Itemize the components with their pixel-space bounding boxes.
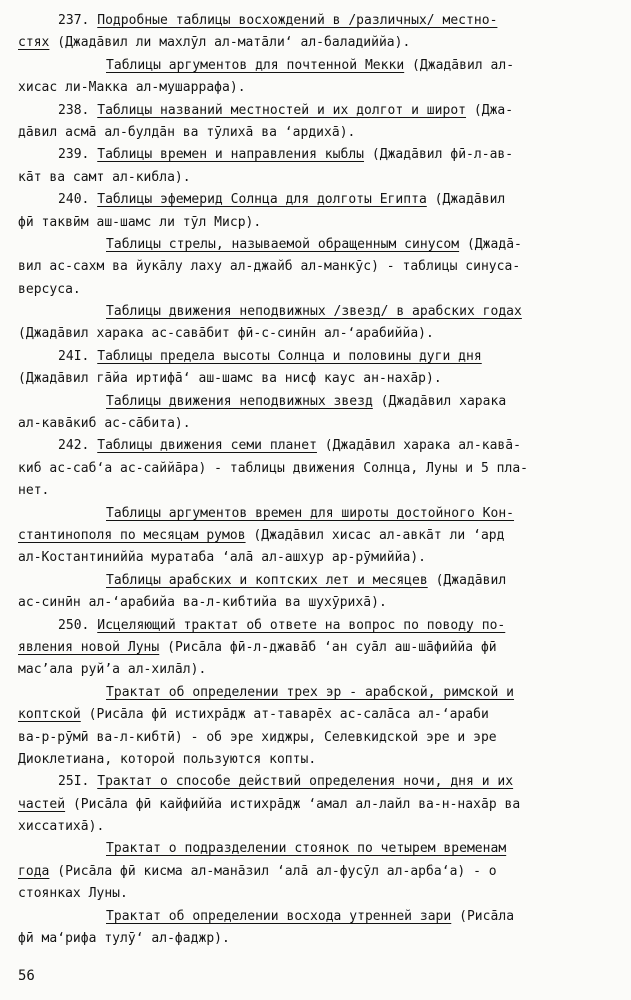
line-text: (Риса̄ла фӣ кайфиййа истихра̄дж ‘амал ал-лайл ва-н-наха̄р ва (65, 796, 521, 812)
line-text: фӣ таквӣм аш-шамс ли тӯл Миср). (18, 214, 262, 230)
text-line (18, 771, 614, 793)
underlined-title: Трактат о подразделении стоянок по четырем временам (106, 841, 507, 857)
text-line (18, 301, 614, 323)
text-line (18, 346, 614, 368)
entry-number: 24I. (58, 348, 98, 364)
underlined-title: частей (18, 796, 66, 812)
entry-number: 25I. (58, 774, 98, 790)
underlined-title: Трактат о способе действий определения ночи, дня и их (97, 774, 514, 790)
text-line (18, 570, 614, 592)
text-line (18, 928, 614, 950)
text-line (18, 458, 614, 480)
text-line (18, 547, 614, 569)
text-line (18, 592, 614, 614)
underlined-title: явления новой Луны (18, 639, 160, 655)
line-text: стоянках Луны. (18, 886, 128, 902)
line-text: мас’ала руй’а ал-хила̄л). (18, 662, 207, 678)
text-line (18, 906, 614, 928)
text-line (18, 77, 614, 99)
line-text: ал-кава̄киб ас-са̄бита). (18, 416, 191, 432)
underlined-title: Таблицы движения семи планет (97, 438, 317, 454)
line-text: хисас ли-Макка ал-мушаррафа). (18, 80, 246, 96)
underlined-title: стях (18, 35, 50, 51)
page-body (18, 10, 614, 950)
line-text: (Джада̄вил (427, 572, 507, 588)
line-text: (Джада̄вил харака (372, 393, 507, 409)
text-line (18, 525, 614, 547)
text-line (18, 727, 614, 749)
text-line (18, 167, 614, 189)
text-line (18, 615, 614, 637)
line-text: (Джада̄вил (426, 192, 506, 208)
line-text: (Джада̄вил га̄йа иртифа̄‘ аш-шамс ва нисф каус ан-наха̄р). (18, 371, 442, 387)
text-line (18, 212, 614, 234)
text-line (18, 435, 614, 457)
underlined-title: Исцеляющий трактат об ответе на вопрос по поводу по- (97, 617, 506, 633)
line-text: (Джада̄вил харака ас-сава̄бит фӣ-с-синӣн ал-‘арабиййа). (18, 326, 434, 342)
page-number: 56 (18, 968, 35, 984)
text-line (18, 234, 614, 256)
underlined-title: Таблицы стрелы, называемой обращенным синусом (106, 236, 460, 252)
text-line (18, 256, 614, 278)
line-text: (Джада̄вил ал- (404, 57, 515, 73)
text-line (18, 838, 614, 860)
line-text: вил ас-сахм ва йука̄лу лаху ал-джайб ал-манкӯс) - таблицы синуса- (18, 259, 521, 275)
line-text: версуса. (18, 281, 81, 297)
text-line (18, 637, 614, 659)
text-line (18, 883, 614, 905)
line-text: (Джада̄- (459, 236, 522, 252)
line-text: киб ас-саб‘а ас-саййа̄ра) - таблицы движения Солнца, Луны и 5 пла- (18, 460, 529, 476)
text-line (18, 323, 614, 345)
underlined-title: стантинополя по месяцам румов (18, 527, 246, 543)
line-text: (Риса̄ла фӣ истихра̄дж ат-таваре̄х ас-сала̄са ал-‘араби (80, 707, 489, 723)
underlined-title: Таблицы времен и направления кыблы (97, 147, 365, 163)
line-text: ка̄т ва самт ал-кибла). (18, 169, 191, 185)
line-text: (Джада̄вил хисас ал-авка̄т ли ‘ард (245, 527, 505, 543)
text-line (18, 861, 614, 883)
line-text: (Джада̄вил харака ал-кава̄- (316, 438, 521, 454)
underlined-title: Таблицы предела высоты Солнца и половины дуги дня (97, 348, 482, 364)
text-line (18, 122, 614, 144)
text-line (18, 659, 614, 681)
entry-number: 250. (58, 617, 98, 633)
text-line (18, 704, 614, 726)
underlined-title: Таблицы арабских и коптских лет и месяцев (106, 572, 428, 588)
text-line (18, 55, 614, 77)
line-text: фӣ ма‘рифа тулӯ‘ ал-фаджр). (18, 931, 230, 947)
underlined-title: Таблицы названий местностей и их долгот и широт (97, 102, 467, 118)
underlined-title: Таблицы движения неподвижных звезд (106, 393, 373, 409)
underlined-title: коптской (18, 707, 81, 723)
line-text: ва-р-рӯмӣ ва-л-кибтӣ) - об эре хиджры, Селевкидской эре и эре (18, 729, 497, 745)
text-line (18, 503, 614, 525)
entry-number: 242. (58, 438, 98, 454)
line-text: ал-Костантиниййа муратаба ‘ала̄ ал-ашхур ар-рӯмиййа). (18, 550, 427, 566)
entry-number: 237. (58, 13, 98, 28)
underlined-title: Трактат об определении трех эр - арабской, римской и (106, 684, 515, 700)
text-line (18, 413, 614, 435)
line-text: (Джада̄вил фӣ-л-ав- (364, 147, 514, 163)
text-line (18, 144, 614, 166)
line-text: Диоклетиана, которой пользуются копты. (18, 751, 317, 767)
line-text: (Риса̄ла фӣ-л-джава̄б ‘ан суа̄л аш-ша̄фиййа фӣ (159, 639, 497, 655)
text-line (18, 10, 614, 32)
underlined-title: Таблицы эфемерид Солнца для долготы Египта (97, 192, 427, 208)
underlined-title: Таблицы аргументов для почтенной Мекки (106, 57, 405, 73)
text-line (18, 100, 614, 122)
text-line (18, 391, 614, 413)
text-line (18, 682, 614, 704)
text-line (18, 32, 614, 54)
text-line (18, 816, 614, 838)
text-line (18, 279, 614, 301)
underlined-title: Подробные таблицы восхождений в /различных/ местно- (97, 13, 498, 28)
line-text: да̄вил асма̄ ал-булда̄н ва тӯлиха̄ ва ‘ардиха̄). (18, 124, 356, 140)
text-line (18, 368, 614, 390)
line-text: (Риса̄ла (451, 908, 515, 924)
line-text: (Джа- (466, 102, 514, 118)
entry-number: 239. (58, 147, 98, 163)
underlined-title: Таблицы движения неподвижных /звезд/ в арабских годах (106, 304, 522, 320)
line-text: (Джада̄вил ли махлӯл ал-мата̄ли‘ ал-баладиййа). (49, 35, 411, 51)
line-text: ас-синӣн ал-‘арабийа ва-л-кибтийа ва шухӯриха̄). (18, 595, 387, 611)
line-text: нет. (18, 483, 50, 499)
entry-number: 240. (58, 192, 98, 208)
entry-number: 238. (58, 102, 98, 118)
text-line (18, 480, 614, 502)
line-text: (Риса̄ла фӣ кисма ал-мана̄зил ‘ала̄ ал-фусӯл ал-арба‘а) - о (49, 863, 497, 879)
text-line (18, 794, 614, 816)
underlined-title: Таблицы аргументов времен для широты достойного Кон- (106, 505, 515, 521)
line-text: хиссатиха̄). (18, 819, 105, 835)
underlined-title: Трактат об определении восхода утренней зари (106, 908, 452, 924)
underlined-title: года (18, 863, 50, 879)
text-line (18, 189, 614, 211)
text-line (18, 749, 614, 771)
